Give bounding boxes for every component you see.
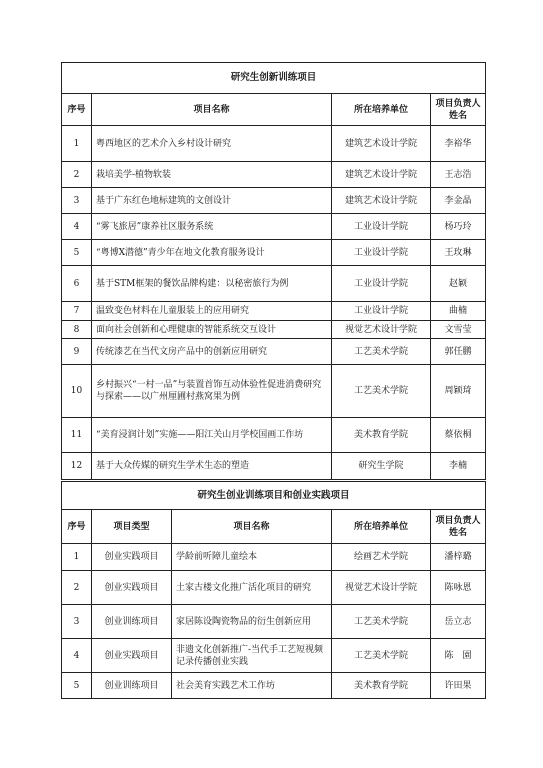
header-name: 项目名称 bbox=[172, 510, 332, 544]
section-title: 研究生创新训练项目 bbox=[62, 63, 486, 94]
row-no: 9 bbox=[62, 339, 92, 365]
row-unit: 建筑艺术设计学院 bbox=[332, 188, 431, 214]
row-name: 土家古楼文化推广活化项目的研究 bbox=[172, 571, 332, 605]
row-name: 温致变色材料在儿童服装上的应用研究 bbox=[92, 302, 332, 321]
header-unit: 所在培养单位 bbox=[332, 510, 431, 544]
row-type: 创业实践项目 bbox=[92, 639, 172, 673]
entrepreneurship-projects-table bbox=[61, 481, 486, 699]
table-row bbox=[62, 240, 486, 266]
row-unit: 工业设计学院 bbox=[332, 240, 431, 266]
table-row bbox=[62, 571, 486, 605]
row-type: 创业训练项目 bbox=[92, 605, 172, 639]
row-lead: 杨巧玲 bbox=[431, 214, 486, 240]
row-no: 5 bbox=[62, 240, 92, 266]
row-lead: 许田果 bbox=[431, 673, 486, 699]
row-unit: 视觉艺术设计学院 bbox=[332, 321, 431, 339]
row-no: 10 bbox=[62, 365, 92, 418]
row-unit: 工艺美术学院 bbox=[332, 605, 431, 639]
row-name: 面向社会创新和心理健康的智能系统交互设计 bbox=[92, 321, 332, 339]
table-row bbox=[62, 162, 486, 188]
row-no: 7 bbox=[62, 302, 92, 321]
row-name: 乡村振兴“一村一品”与装置首饰互动体验性促进消费研究与探索——以广州厘圃村燕窝果为例 bbox=[92, 365, 332, 418]
table-row bbox=[62, 544, 486, 571]
row-no: 1 bbox=[62, 544, 92, 571]
row-no: 8 bbox=[62, 321, 92, 339]
row-lead: 王玫琳 bbox=[431, 240, 486, 266]
row-name: “粤博X潜德”青少年在地文化教育服务设计 bbox=[92, 240, 332, 266]
row-unit: 工艺美术学院 bbox=[332, 339, 431, 365]
header-lead: 项目负责人姓名 bbox=[431, 94, 486, 126]
row-no: 1 bbox=[62, 126, 92, 162]
row-name: 传统漆艺在当代文房产品中的创新应用研究 bbox=[92, 339, 332, 365]
row-name: 栽培美学-植物软装 bbox=[92, 162, 332, 188]
row-unit: 美术教育学院 bbox=[332, 418, 431, 453]
row-lead: 陈 園 bbox=[431, 639, 486, 673]
row-lead: 李楠 bbox=[431, 453, 486, 480]
table-row bbox=[62, 605, 486, 639]
table-row bbox=[62, 365, 486, 418]
row-unit: 工艺美术学院 bbox=[332, 365, 431, 418]
row-name: 基于STM框架的餐饮品牌构建：以秘密旅行为例 bbox=[92, 266, 332, 302]
header-name: 项目名称 bbox=[92, 94, 332, 126]
row-no: 4 bbox=[62, 214, 92, 240]
row-no: 2 bbox=[62, 162, 92, 188]
row-unit: 工业设计学院 bbox=[332, 266, 431, 302]
table-row bbox=[62, 453, 486, 480]
row-lead: 曲楠 bbox=[431, 302, 486, 321]
row-unit: 工业设计学院 bbox=[332, 214, 431, 240]
row-name: 粤西地区的艺术介入乡村设计研究 bbox=[92, 126, 332, 162]
table-row bbox=[62, 321, 486, 339]
table-row bbox=[62, 418, 486, 453]
row-unit: 工艺美术学院 bbox=[332, 639, 431, 673]
row-type: 创业训练项目 bbox=[92, 673, 172, 699]
table-row bbox=[62, 266, 486, 302]
row-lead: 周颖琦 bbox=[431, 365, 486, 418]
row-lead: 岳立志 bbox=[431, 605, 486, 639]
row-no: 6 bbox=[62, 266, 92, 302]
row-unit: 建筑艺术设计学院 bbox=[332, 126, 431, 162]
row-no: 5 bbox=[62, 673, 92, 699]
header-no: 序号 bbox=[62, 510, 92, 544]
table-row bbox=[62, 339, 486, 365]
row-no: 2 bbox=[62, 571, 92, 605]
row-name: “雾飞旅居”康养社区服务系统 bbox=[92, 214, 332, 240]
row-lead: 陈咏恩 bbox=[431, 571, 486, 605]
row-name: 基于大众传媒的研究生学术生态的塑造 bbox=[92, 453, 332, 480]
row-name: 家居陈设陶瓷物品的衍生创新应用 bbox=[172, 605, 332, 639]
section-title: 研究生创业训练项目和创业实践项目 bbox=[62, 482, 486, 510]
table-row bbox=[62, 639, 486, 673]
innovation-projects-table bbox=[61, 62, 486, 480]
row-lead: 赵颖 bbox=[431, 266, 486, 302]
table-row bbox=[62, 188, 486, 214]
table-row bbox=[62, 673, 486, 699]
row-name: 基于广东红色地标建筑的文创设计 bbox=[92, 188, 332, 214]
header-unit: 所在培养单位 bbox=[332, 94, 431, 126]
row-no: 12 bbox=[62, 453, 92, 480]
row-name: 学龄前听障儿童绘本 bbox=[172, 544, 332, 571]
row-no: 4 bbox=[62, 639, 92, 673]
table-row bbox=[62, 302, 486, 321]
row-unit: 建筑艺术设计学院 bbox=[332, 162, 431, 188]
row-lead: 蔡依桐 bbox=[431, 418, 486, 453]
header-no: 序号 bbox=[62, 94, 92, 126]
table-row bbox=[62, 126, 486, 162]
row-unit: 视觉艺术设计学院 bbox=[332, 571, 431, 605]
header-lead: 项目负责人姓名 bbox=[431, 510, 486, 544]
row-name: 社会美育实践艺术工作坊 bbox=[172, 673, 332, 699]
row-unit: 绘画艺术学院 bbox=[332, 544, 431, 571]
table-row bbox=[62, 214, 486, 240]
row-lead: 潘梓璐 bbox=[431, 544, 486, 571]
row-unit: 工业设计学院 bbox=[332, 302, 431, 321]
row-lead: 李金晶 bbox=[431, 188, 486, 214]
header-type: 项目类型 bbox=[92, 510, 172, 544]
row-name: “美育浸润计划”实施——阳江关山月学校国画工作坊 bbox=[92, 418, 332, 453]
row-lead: 郭任鹏 bbox=[431, 339, 486, 365]
row-no: 3 bbox=[62, 188, 92, 214]
row-lead: 李裕华 bbox=[431, 126, 486, 162]
row-no: 3 bbox=[62, 605, 92, 639]
row-no: 11 bbox=[62, 418, 92, 453]
row-lead: 王志浩 bbox=[431, 162, 486, 188]
row-type: 创业实践项目 bbox=[92, 571, 172, 605]
row-name: 非遗文化创新推广-当代手工艺短视频记录传播创业实践 bbox=[172, 639, 332, 673]
row-unit: 美术教育学院 bbox=[332, 673, 431, 699]
row-type: 创业实践项目 bbox=[92, 544, 172, 571]
row-lead: 文雪莹 bbox=[431, 321, 486, 339]
row-unit: 研究生学院 bbox=[332, 453, 431, 480]
